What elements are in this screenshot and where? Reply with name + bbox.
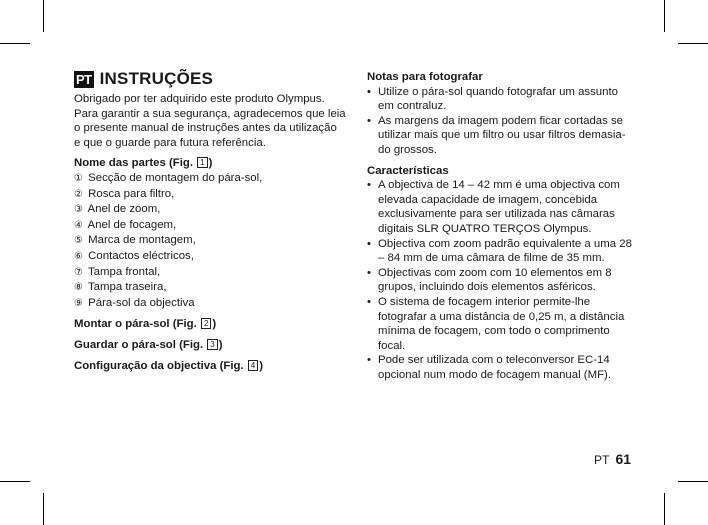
page-footer [594, 451, 631, 467]
parts-heading: Nome das partes (Fig. 1 ) [74, 157, 213, 170]
language-badge: PT [76, 72, 92, 87]
right-column [367, 70, 635, 382]
parts-list [74, 171, 346, 311]
store-hood-heading: Guardar o pára-sol (Fig. 3 ) [74, 338, 223, 351]
list-item: ③ Anel de zoom, [74, 203, 161, 216]
list-item: ⑨ Pára-sol da objectiva [74, 296, 195, 309]
crop-mark [678, 481, 708, 482]
crop-mark [664, 493, 665, 525]
list-item: • A objectiva de 14 – 42 mm é uma objectiva com elevada capacidade de imagem, concebida exclusivamente para ser utilizada nas câmaras digitais SLR QUATRO TERÇOS Olympus. [367, 178, 635, 236]
list-item: ⑧ Tampa traseira, [74, 281, 167, 294]
list-item: ① Secção de montagem do pára-sol, [74, 171, 263, 184]
notes-heading: Notas para fotografar [367, 71, 483, 83]
crop-mark [0, 43, 30, 44]
figure-ref: 3 [207, 339, 217, 350]
list-item: ⑥ Contactos eléctricos, [74, 249, 194, 262]
crop-mark [0, 481, 30, 482]
features-list [367, 178, 635, 382]
features-heading: Características [367, 164, 449, 177]
intro-paragraph: Obrigado por ter adquirido este produto Olympus. Para garantir a sua segurança, agradecemos que leia o presente manual de instruções antes da utilização e que o guarde para futura referência. [74, 93, 346, 149]
footer-language: PT [594, 453, 610, 467]
crop-mark [43, 493, 44, 525]
list-item: • O sistema de focagem interior permite-lhe fotografar a uma distância de 0,25 m, a distância mínima de focagem, com todo o comprimento focal. [367, 295, 635, 353]
list-item: • As margens da imagem podem ficar cortadas se utilizar mais que um filtro ou usar filtros demasia-do grossos. [367, 114, 635, 158]
list-item: • Utilize o pára-sol quando fotografar um assunto em contraluz. [367, 85, 635, 114]
page-title: INSTRUÇÕES [99, 69, 214, 89]
figure-ref: 4 [248, 360, 258, 371]
crop-mark [43, 0, 44, 32]
list-item: ⑤ Marca de montagem, [74, 234, 196, 247]
crop-mark [678, 43, 708, 44]
mount-hood-heading: Montar o pára-sol (Fig. 2 ) [74, 318, 217, 331]
list-item: ② Rosca para filtro, [74, 187, 175, 200]
title-row [74, 70, 346, 89]
page-number: 61 [615, 451, 632, 467]
list-item: ④ Anel de focagem, [74, 218, 177, 231]
figure-ref: 2 [201, 318, 211, 329]
list-item: • Objectivas com zoom com 10 elementos em 8 grupos, incluindo dois elementos asféricos. [367, 266, 635, 295]
list-item: ⑦ Tampa frontal, [74, 265, 161, 278]
left-column [74, 70, 346, 373]
figure-ref: 1 [197, 157, 207, 168]
list-item: • Objectiva com zoom padrão equivalente a uma 28 – 84 mm de uma câmara de filme de 35 mm. [367, 237, 635, 266]
list-item: • Pode ser utilizada com o teleconversor EC-14 opcional num modo de focagem manual (MF). [367, 353, 635, 382]
crop-mark [664, 0, 665, 32]
lens-config-heading: Configuração da objectiva (Fig. 4 ) [74, 359, 264, 372]
notes-list [367, 85, 635, 158]
